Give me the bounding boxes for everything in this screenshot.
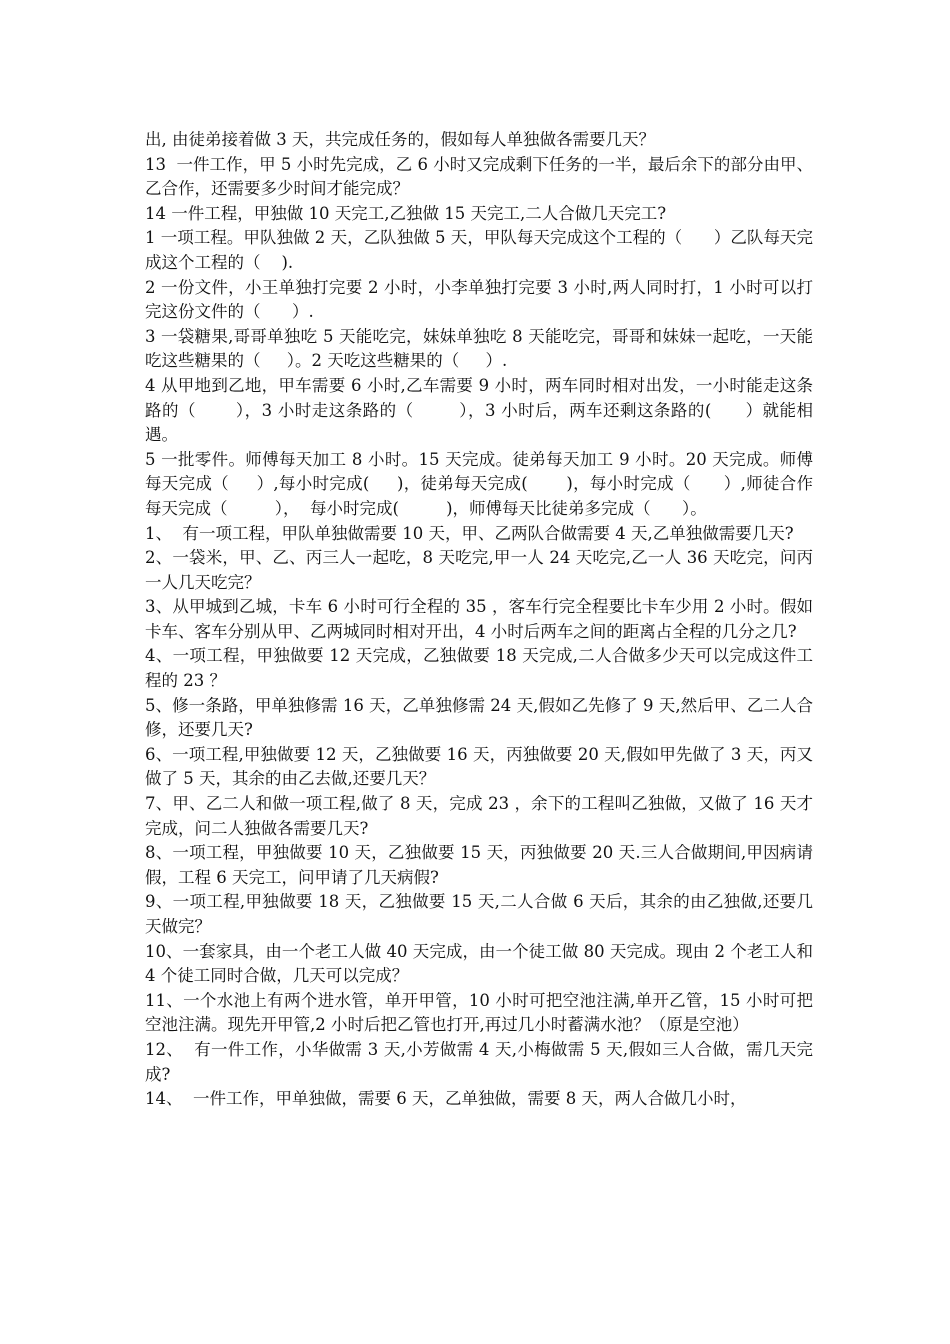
paragraph: 11、一个水池上有两个进水管，单开甲管，10 小时可把空池注满,单开乙管，15 小时可把空池注满。现先开甲管,2 小时后把乙管也打开,再过几小时蓄满水池？（原是空池） <box>145 990 813 1035</box>
paragraph: 14、 一件工作，甲单独做，需要 6 天，乙单独做，需要 8 天，两人合做几小时， <box>145 1089 747 1109</box>
paragraph: 14 一件工程，甲独做 10 天完工,乙独做 15 天完工,二人合做几天完工? <box>145 203 667 223</box>
paragraph: 1 一项工程。甲队独做 2 天，乙队独做 5 天，甲队每天完成这个工程的（ ）乙队每天完成这个工程的（ ). <box>145 228 813 272</box>
paragraph: 10、一套家具，由一个老工人做 40 天完成，由一个徒工做 80 天完成。现由 2 个老工人和 4 个徒工同时合做，几天可以完成？ <box>145 941 819 986</box>
paragraph: 4 从甲地到乙地，甲车需要 6 小时,乙车需要 9 小时，两车同时相对出发，一小时能走这条路的（ ），3 小时走这条路的（ ），3 小时后，两车还剩这条路的( ）就能相遇。 <box>145 375 813 445</box>
document-body <box>145 128 819 1112</box>
paragraph: 2 一份文件，小王单独打完要 2 小时，小李单独打完要 3 小时,两人同时打，1 小时可以打完这份文件的（ ）. <box>145 277 813 322</box>
paragraph: 3 一袋糖果,哥哥单独吃 5 天能吃完，妹妹单独吃 8 天能吃完，哥哥和妹妹一起吃，一天能吃这些糖果的（ ）。2 天吃这些糖果的（ ）. <box>145 326 813 371</box>
paragraph: 12、 有一件工作，小华做需 3 天,小芳做需 4 天,小梅做需 5 天,假如三人合做，需几天完成? <box>145 1039 813 1084</box>
paragraph: 3、从甲城到乙城，卡车 6 小时可行全程的 35 ，客车行完全程要比卡车少用 2 小时。假如卡车、客车分别从甲、乙两城同时相对开出，4 小时后两车之间的距离占全程的几分之几? <box>145 597 813 641</box>
paragraph: 13 一件工作，甲 5 小时先完成，乙 6 小时又完成剩下任务的一半，最后余下的部分由甲、乙合作，还需要多少时间才能完成？ <box>145 154 813 199</box>
paragraph: 出, 由徒弟接着做 3 天，共完成任务的，假如每人单独做各需要几天？ <box>145 130 655 149</box>
paragraph: 1、 有一项工程，甲队单独做需要 10 天，甲、乙两队合做需要 4 天,乙单独做需要几天? <box>145 523 794 543</box>
paragraph: 7、甲、乙二人和做一项工程,做了 8 天，完成 23 ，余下的工程叫乙独做，又做了 16 天才完成，问二人独做各需要几天? <box>145 794 813 838</box>
paragraph: 4、一项工程，甲独做要 12 天完成，乙独做要 18 天完成,二人合做多少天可以完成这件工程的 23 ？ <box>145 646 813 691</box>
paragraph: 6、一项工程,甲独做要 12 天，乙独做要 16 天，丙独做要 20 天,假如甲先做了 3 天，丙又做了 5 天，其余的由乙去做,还要几天？ <box>145 744 813 789</box>
paragraph: 5 一批零件。师傅每天加工 8 小时。15 天完成。徒弟每天加工 9 小时。20 天完成。师傅每天完成（ ）,每小时完成( )，徒弟每天完成( )，每小时完成（ ）,师徒合作每天完成（ ）， 每小时完成( )，师傅每天比徒弟多完成（ ）。 <box>145 449 813 518</box>
paragraph: 5、修一条路，甲单独修需 16 天，乙单独修需 24 天,假如乙先修了 9 天,然后甲、乙二人合修，还要几天? <box>145 695 813 740</box>
paragraph: 2、一袋米，甲、乙、丙三人一起吃，8 天吃完,甲一人 24 天吃完,乙一人 36 天吃完，问丙一人几天吃完？ <box>145 548 813 592</box>
paragraph: 8、一项工程，甲独做要 10 天，乙独做要 15 天，丙独做要 20 天.三人合做期间,甲因病请假，工程 6 天完工，问甲请了几天病假? <box>145 843 813 887</box>
paragraph: 9、一项工程,甲独做要 18 天，乙独做要 15 天,二人合做 6 天后，其余的由乙独做,还要几天做完？ <box>145 892 813 936</box>
